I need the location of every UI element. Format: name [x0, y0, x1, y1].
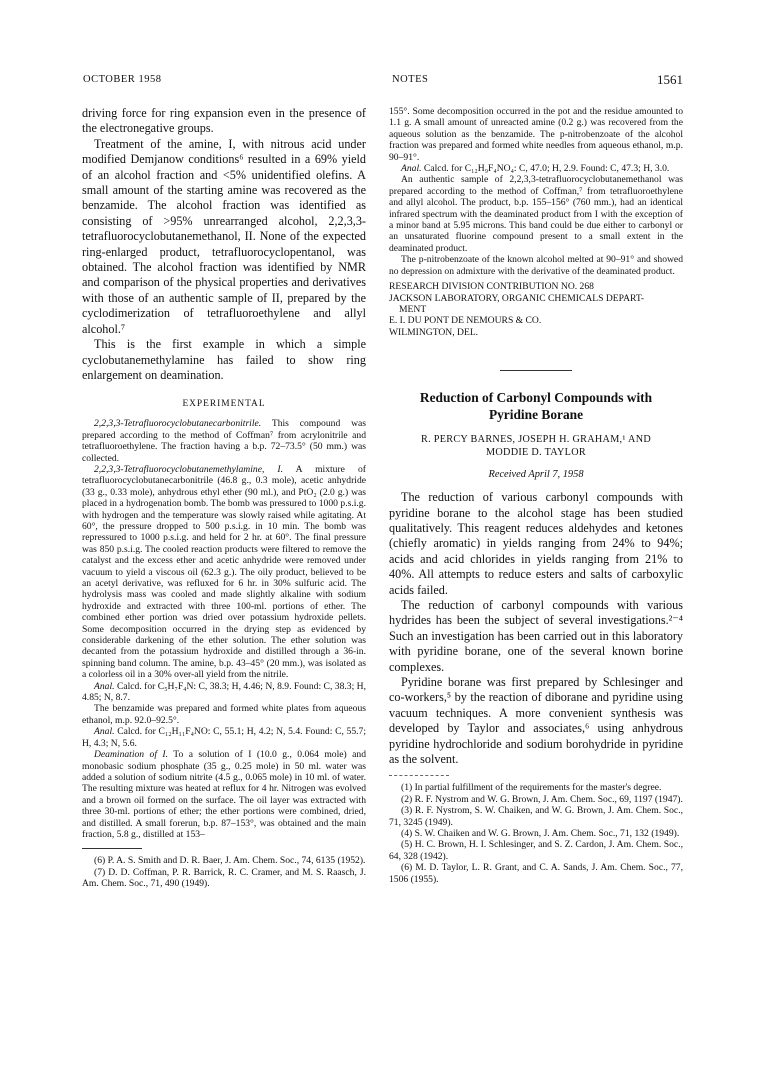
footnotes-left [82, 855, 366, 889]
analysis-paragraph: Anal. Calcd. for C₁₂H₉F₄NO₄: C, 47.0; H, 2.9. Found: C, 47.3; H, 3.0. [401, 163, 670, 175]
footnote: (1) In partial fulfillment of the requirements for the master's degree. [401, 782, 662, 794]
footnote: (2) R. F. Nystrom and W. G. Brown, J. Am. Chem. Soc., 69, 1197 (1947). [401, 793, 683, 805]
footnote: (5) H. C. Brown, H. I. Schlesinger, and S. Z. Cardon, J. Am. Chem. Soc., 64, 328 (1942). [389, 839, 683, 862]
footnotes-right [389, 782, 683, 885]
analysis-paragraph: Anal. Calcd. for C₅H₇F₄N: C, 38.3; H, 4.46; N, 8.9. Found: C, 38.3; H, 4.85; N, 8.7. [82, 680, 366, 704]
header-date: OCTOBER 1958 [83, 74, 162, 85]
left-column [82, 106, 366, 890]
footnote: (3) R. F. Nystrom, S. W. Chaiken, and W. G. Brown, J. Am. Chem. Soc., 71, 3245 (1949). [389, 805, 683, 828]
experimental-paragraph: Deamination of I. To a solution of I (10.0 g., 0.064 mole) and monobasic sodium phosphate (35 g., 0.25 mole) in 50 ml. water was added a solution of sodium nitrite (4.5 g., 0.065 mole) in 10 ml. of water. The resulting mixture was heated at reflux for 4 hr. Nitrogen was evolved and a brown oil formed on the surface. The oil layer was extracted with three 30-ml. portions of ether; the ether portions were combined, dried, and distilled. A small forerun, b.p. 87–153°, was obtained and the main fraction, 5.8 g., distilled at 153– [82, 749, 366, 840]
footnote: (4) S. W. Chaiken and W. G. Brown, J. Am. Chem. Soc., 71, 132 (1949). [401, 828, 680, 840]
compound-heading: Deamination of I. [94, 749, 169, 761]
body-paragraph: The reduction of carbonyl compounds with various hydrides has been the subject of several investigations.²⁻⁴ Such an investigation has been carried out in this laboratory with pyridine borane, one of the several known borine complexes. [389, 597, 683, 674]
experimental-paragraph: An authentic sample of 2,2,3,3-tetrafluorocyclobutanemethanol was prepared according to the method of Coffman,⁷ from tetrafluoroethylene and allyl alcohol. The product, b.p. 155–156° (760 mm.), had an identical infrared spectrum with the deaminated product from I with the exception of a minor band at 5.95 microns. This band could be due either to carbonyl or an unsaturated fluorine compound present to a small extent in the deaminated product. [389, 174, 683, 254]
running-header [83, 74, 683, 90]
footnote: (6) P. A. S. Smith and D. R. Baer, J. Am. Chem. Soc., 74, 6135 (1952). [94, 855, 366, 867]
body-paragraph: The reduction of various carbonyl compounds with pyridine borane to the alcohol stage has been studied qualitatively. This reagent reduces aldehydes and ketones (chiefly aromatic) in yields ranging from 24% to 94%; acids and acid chlorides in yields ranging from 21% to 40%. All attempts to reduce esters and salts of carboxylic acids failed. [389, 490, 683, 597]
right-column [389, 106, 683, 885]
footnote: (6) M. D. Taylor, L. R. Grant, and C. A. Sands, J. Am. Chem. Soc., 77, 1506 (1955). [389, 862, 683, 885]
experimental-paragraph: The p-nitrobenzoate of the known alcohol melted at 90–91° and showed no depression on admixture with the derivative of the deaminated product. [389, 254, 683, 277]
article-title: Reduction of Carbonyl Compounds with Pyridine Borane [419, 390, 653, 423]
affiliation: RESEARCH DIVISION CONTRIBUTION NO. 268 JACKSON LABORATORY, ORGANIC CHEMICALS DEPART- MENT E. I. DU PONT DE NEMOURS & CO. WILMINGTON, DEL. [389, 281, 645, 338]
experimental-heading: EXPERIMENTAL [182, 399, 266, 410]
compound-heading: 2,2,3,3-Tetrafluorocyclobutanecarbonitrile. [94, 418, 262, 430]
header-section: NOTES [392, 74, 429, 85]
analysis-paragraph: Anal. Calcd. for C₁₂H₁₁F₄NO: C, 55.1; H, 4.2; N, 5.4. Found: C, 55.7; H, 4.3; N, 5.6. [82, 726, 366, 749]
received-date: Received April 7, 1958 [488, 469, 584, 481]
experimental-paragraph: The benzamide was prepared and formed white plates from aqueous ethanol, m.p. 92.0–92.5°. [82, 703, 366, 726]
experimental-paragraph: 155°. Some decomposition occurred in the pot and the residue amounted to 1.1 g. A small amount of unreacted amine (0.2 g.) was recovered from the aqueous solution as the benzamide. The p-nitrobenzoate of the alcohol fraction was prepared and formed white needles from aqueous ethanol, m.p. 90–91°. [389, 106, 683, 163]
footnote-rule [389, 775, 449, 776]
compound-heading: 2,2,3,3-Tetrafluorocyclobutanemethylamine, I. [94, 463, 284, 475]
article-authors: R. PERCY BARNES, JOSEPH H. GRAHAM,¹ AND MODDIE D. TAYLOR [420, 434, 652, 459]
body-paragraph: This is the first example in which a simple cyclobutanemethylamine has failed to show ring enlargement on deamination. [82, 337, 366, 382]
article-separator [500, 370, 572, 371]
body-paragraph: Treatment of the amine, I, with nitrous acid under modified Demjanow conditions⁶ resulted in a 69% yield of an alcohol fraction and <5% unidentified olefins. A small amount of the starting amine was recovered as the benzamide. The alcohol fraction was identified as consisting of >95% unrearranged alcohol, 2,2,3,3-tetrafluorocyclobutanemethanol, II. None of the expected ring-enlarged product, tetrafluorocyclopentanol, was obtained. The alcohol fraction was identified by NMR and comparison of the physical properties and derivatives with those of an authentic sample of II, prepared by the cyclodimerization of tetrafluoroethylene and allyl alcohol.⁷ [82, 136, 366, 336]
body-paragraph: Pyridine borane was first prepared by Schlesinger and co-workers,⁵ by the reaction of diborane and pyridine using vacuum techniques. A more convenient synthesis was developed by Taylor and associates,⁶ using anhydrous pyridine hydrochloride and sodium borohydride in pyridine as the solvent. [389, 675, 683, 767]
footnote-rule [82, 848, 142, 849]
body-paragraph: driving force for ring expansion even in the presence of the electronegative groups. [82, 106, 366, 136]
experimental-paragraph: 2,2,3,3-Tetrafluorocyclobutanecarbonitrile. This compound was prepared according to the method of Coffman⁷ from acrylonitrile and tetrafluoroethylene. The fraction having a b.p. 72–73.5° (50 mm.) was collected. [82, 418, 366, 464]
page-number: 1561 [657, 72, 683, 87]
experimental-paragraph: 2,2,3,3-Tetrafluorocyclobutanemethylamine, I. A mixture of tetrafluorocyclobutanecarbonitrile (46.8 g., 0.3 mole), acetic anhydride (33 g., 0.33 mole), anhydrous ethyl ether (90 ml.), and PtO₂ (2.0 g.) was placed in a hydrogenation bomb. The bomb was pressured to 1000 p.s.i.g. with hydrogen and the temperature was slowly raised while agitating. At 60°, the pressure dropped to 500 p.s.i.g. in 10 min. The bomb was repressured to 1000 p.s.i.g. and held for 2 hr. at 60°. The final pressure was 850 p.s.i.g. The cooled reaction products were filtered to remove the catalyst and the excess ether and acetic anhydride were removed under vacuum to yield a viscous oil (62.3 g.). The oily product, believed to be an acetyl derivative, was refluxed for 6 hr. in 30% sulfuric acid. The hydrolysis mass was cooled and made slightly alkaline with sodium hydroxide and extracted with three 100-ml. portions of ether. The combined ether portion was dried over potassium hydroxide pellets. Some decomposition occurred in the drying step as evidenced by considerable darkening of the ether solution. The ether solution was decanted from the potassium hydroxide and distilled through a 36-in. spinning band column. The amine, b.p. 43–45° (20 mm.), was isolated as a colorless oil in a 30% over-all yield from the nitrile. [82, 463, 366, 681]
footnote: (7) D. D. Coffman, P. R. Barrick, R. C. Cramer, and M. S. Raasch, J. Am. Chem. Soc., 71, 490 (1949). [82, 866, 366, 890]
